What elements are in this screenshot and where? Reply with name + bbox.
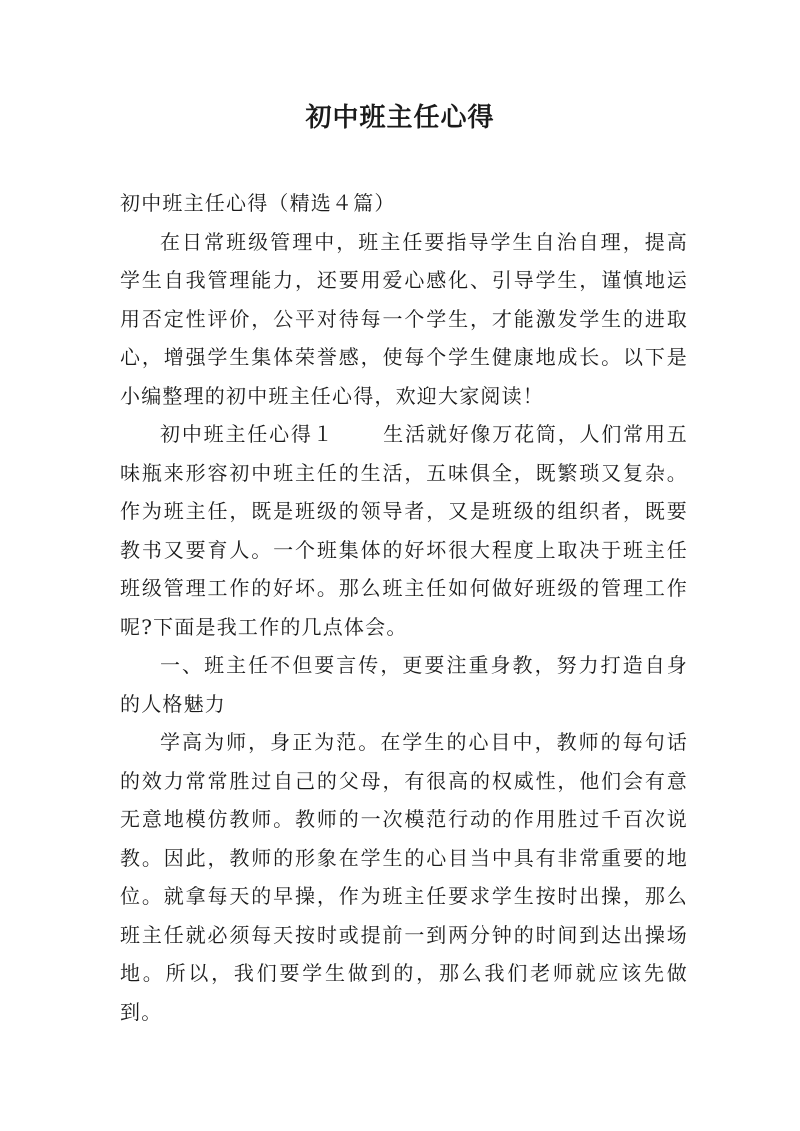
section1-heading: 初中班主任心得１ xyxy=(160,422,335,446)
point1-paragraph: 学高为师，身正为范。在学生的心目中，教师的每句话的效力常常胜过自己的父母，有很高的权威性，他们会有意无意地模仿教师。教师的一次模范行动的作用胜过千百次说教。因此，教师的形象在学生的心目当中具有非常重要的地位。就拿每天的早操，作为班主任要求学生按时出操，那么班主任就必须每天按时或提前一到两分钟的时间到达出操场地。所以，我们要学生做到的，那么我们老师就应该先做到。 xyxy=(120,730,688,1024)
section1-paragraph xyxy=(120,415,688,646)
section1-text: 生活就好像万花筒，人们常用五味瓶来形容初中班主任的生活，五味俱全，既繁琐又复杂。作为班主任，既是班级的领导者，又是班级的组织者，既要教书又要育人。一个班集体的好坏很大程度上取决于班主任班级管理工作的好坏。那么班主任如何做好班级的管理工作呢?下面是我工作的几点体会。 xyxy=(120,422,688,639)
document-body xyxy=(120,184,688,1031)
document-title: 初中班主任心得 xyxy=(305,103,495,133)
intro-paragraph: 在日常班级管理中，班主任要指导学生自治自理，提高学生自我管理能力，还要用爱心感化、引导学生，谨慎地运用否定性评价，公平对待每一个学生，才能激发学生的进取心，增强学生集体荣誉感，使每个学生健康地成长。以下是小编整理的初中班主任心得，欢迎大家阅读！ xyxy=(120,229,688,408)
point1-heading: 一、班主任不但要言传，更要注重身教，努力打造自身的人格魅力 xyxy=(120,653,688,716)
document-subtitle: 初中班主任心得（精选４篇） xyxy=(120,191,396,215)
